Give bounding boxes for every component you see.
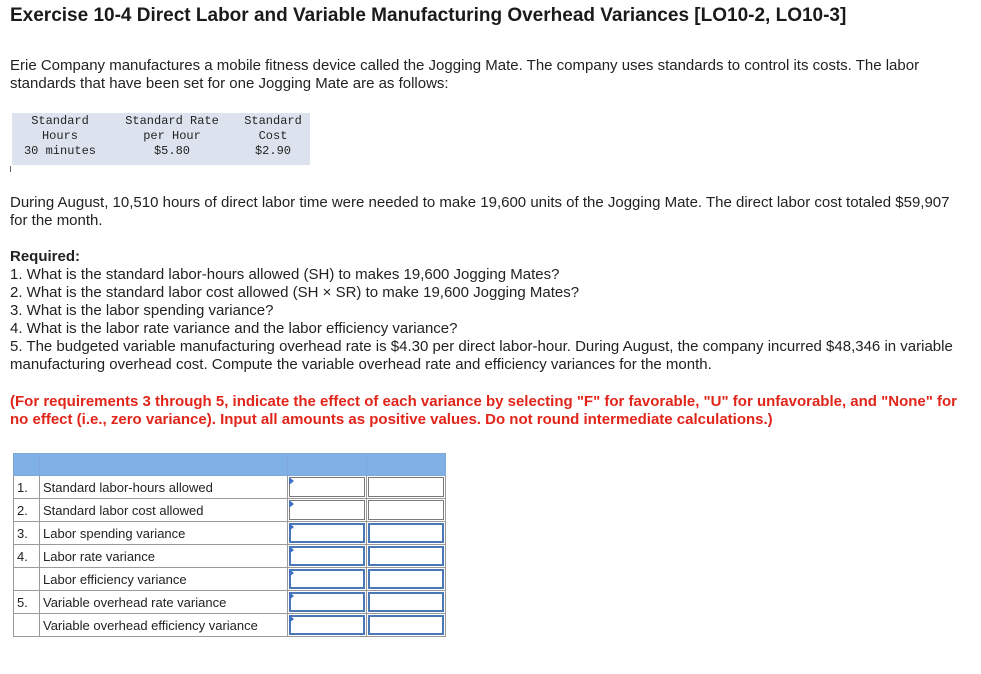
effect-box — [368, 500, 444, 520]
header-cell-amount — [288, 454, 367, 476]
intro-paragraph: Erie Company manufactures a mobile fitness device called the Jogging Mate. The company uses standards to control its costs. The labor standards that have been set for one Jogging Mate are as follows: — [10, 57, 920, 92]
amount-cell — [288, 591, 367, 614]
instruction-note: (For requirements 3 through 5, indicate the effect of each variance by selecting "F" for favorable, "U" for unfavorable, and "None" for no effect (i.e., zero variance). Input all amounts as positive values. Do not round intermediate calculations.) — [10, 393, 958, 428]
row-label: Labor rate variance — [40, 545, 288, 568]
amount-input[interactable] — [289, 523, 365, 543]
effect-box — [368, 477, 444, 497]
amount-cell — [288, 476, 367, 499]
effect-cell — [367, 614, 446, 637]
amount-input[interactable] — [289, 546, 365, 566]
std-cost-value: $2.90 — [254, 144, 291, 158]
input-flag-icon — [289, 477, 294, 485]
std-hours-header — [12, 113, 108, 144]
std-rate-header — [108, 113, 236, 144]
amount-input[interactable] — [289, 592, 365, 612]
effect-cell — [367, 568, 446, 591]
input-flag-icon — [289, 523, 294, 531]
table-tick-mark — [10, 166, 11, 172]
effect-select[interactable] — [368, 523, 444, 543]
required-section — [10, 248, 970, 374]
row-label: Labor spending variance — [40, 522, 288, 545]
amount-cell — [288, 522, 367, 545]
std-cost-header-line1: Standard — [244, 114, 302, 128]
effect-cell — [367, 499, 446, 522]
requirement-5: 5. The budgeted variable manufacturing overhead rate is $4.30 per direct labor-hour. During August, the company incurred $48,346 in variable manufacturing overhead cost. Compute the variable overhead rate and efficiency variances for the month. — [10, 338, 953, 373]
row-label: Labor efficiency variance — [40, 568, 288, 591]
requirement-1: 1. What is the standard labor-hours allowed (SH) to makes 19,600 Jogging Mates? — [10, 266, 560, 283]
row-number: 3. — [14, 522, 40, 545]
header-cell-effect — [367, 454, 446, 476]
std-hours-value: 30 minutes — [23, 144, 96, 158]
effect-select[interactable] — [368, 569, 444, 589]
header-cell-label — [40, 454, 288, 476]
effect-cell — [367, 591, 446, 614]
requirement-3: 3. What is the labor spending variance? — [10, 302, 274, 319]
row-number: 1. — [14, 476, 40, 499]
row-number: 5. — [14, 591, 40, 614]
amount-input[interactable] — [289, 615, 365, 635]
effect-select[interactable] — [368, 546, 444, 566]
table-row — [14, 568, 446, 591]
row-label: Standard labor cost allowed — [40, 499, 288, 522]
row-label: Standard labor-hours allowed — [40, 476, 288, 499]
row-label: Variable overhead efficiency variance — [40, 614, 288, 637]
exercise-title: Exercise 10-4 Direct Labor and Variable Manufacturing Overhead Variances [LO10-2, LO10-3] — [10, 5, 847, 26]
table-row — [14, 545, 446, 568]
header-cell-num — [14, 454, 40, 476]
row-number: 4. — [14, 545, 40, 568]
input-flag-icon — [289, 615, 294, 623]
amount-input[interactable] — [289, 500, 365, 520]
labor-standards-table — [12, 113, 310, 165]
row-label: Variable overhead rate variance — [40, 591, 288, 614]
input-flag-icon — [289, 569, 294, 577]
std-rate-value: $5.80 — [153, 144, 190, 158]
table-row — [14, 476, 446, 499]
amount-input[interactable] — [289, 569, 365, 589]
std-cost-header — [236, 113, 310, 144]
amount-cell — [288, 499, 367, 522]
effect-cell — [367, 522, 446, 545]
required-heading: Required: — [10, 248, 81, 265]
requirement-2: 2. What is the standard labor cost allowed (SH × SR) to make 19,600 Jogging Mates? — [10, 284, 580, 301]
effect-select[interactable] — [368, 592, 444, 612]
effect-select[interactable] — [368, 615, 444, 635]
requirement-4: 4. What is the labor rate variance and the labor efficiency variance? — [10, 320, 458, 337]
august-paragraph: During August, 10,510 hours of direct labor time were needed to make 19,600 units of the Jogging Mate. The direct labor cost totaled $59,907 for the month. — [10, 194, 950, 229]
table-row — [14, 591, 446, 614]
table-row — [14, 614, 446, 637]
row-number: 2. — [14, 499, 40, 522]
row-number — [14, 614, 40, 637]
table-row — [14, 499, 446, 522]
input-flag-icon — [289, 546, 294, 554]
input-flag-icon — [289, 592, 294, 600]
amount-input[interactable] — [289, 477, 365, 497]
table-row — [14, 522, 446, 545]
input-flag-icon — [289, 500, 294, 508]
answer-table-header — [14, 454, 446, 476]
amount-cell — [288, 568, 367, 591]
effect-cell — [367, 476, 446, 499]
std-rate-header-line2: per Hour — [143, 129, 201, 143]
amount-cell — [288, 614, 367, 637]
std-hours-header-line1: Standard — [31, 114, 89, 128]
std-rate-header-line1: Standard Rate — [125, 114, 219, 128]
std-cost-header-line2: Cost — [258, 129, 288, 143]
amount-cell — [288, 545, 367, 568]
effect-cell — [367, 545, 446, 568]
answer-table — [13, 453, 446, 637]
std-hours-header-line2: Hours — [41, 129, 78, 143]
row-number — [14, 568, 40, 591]
